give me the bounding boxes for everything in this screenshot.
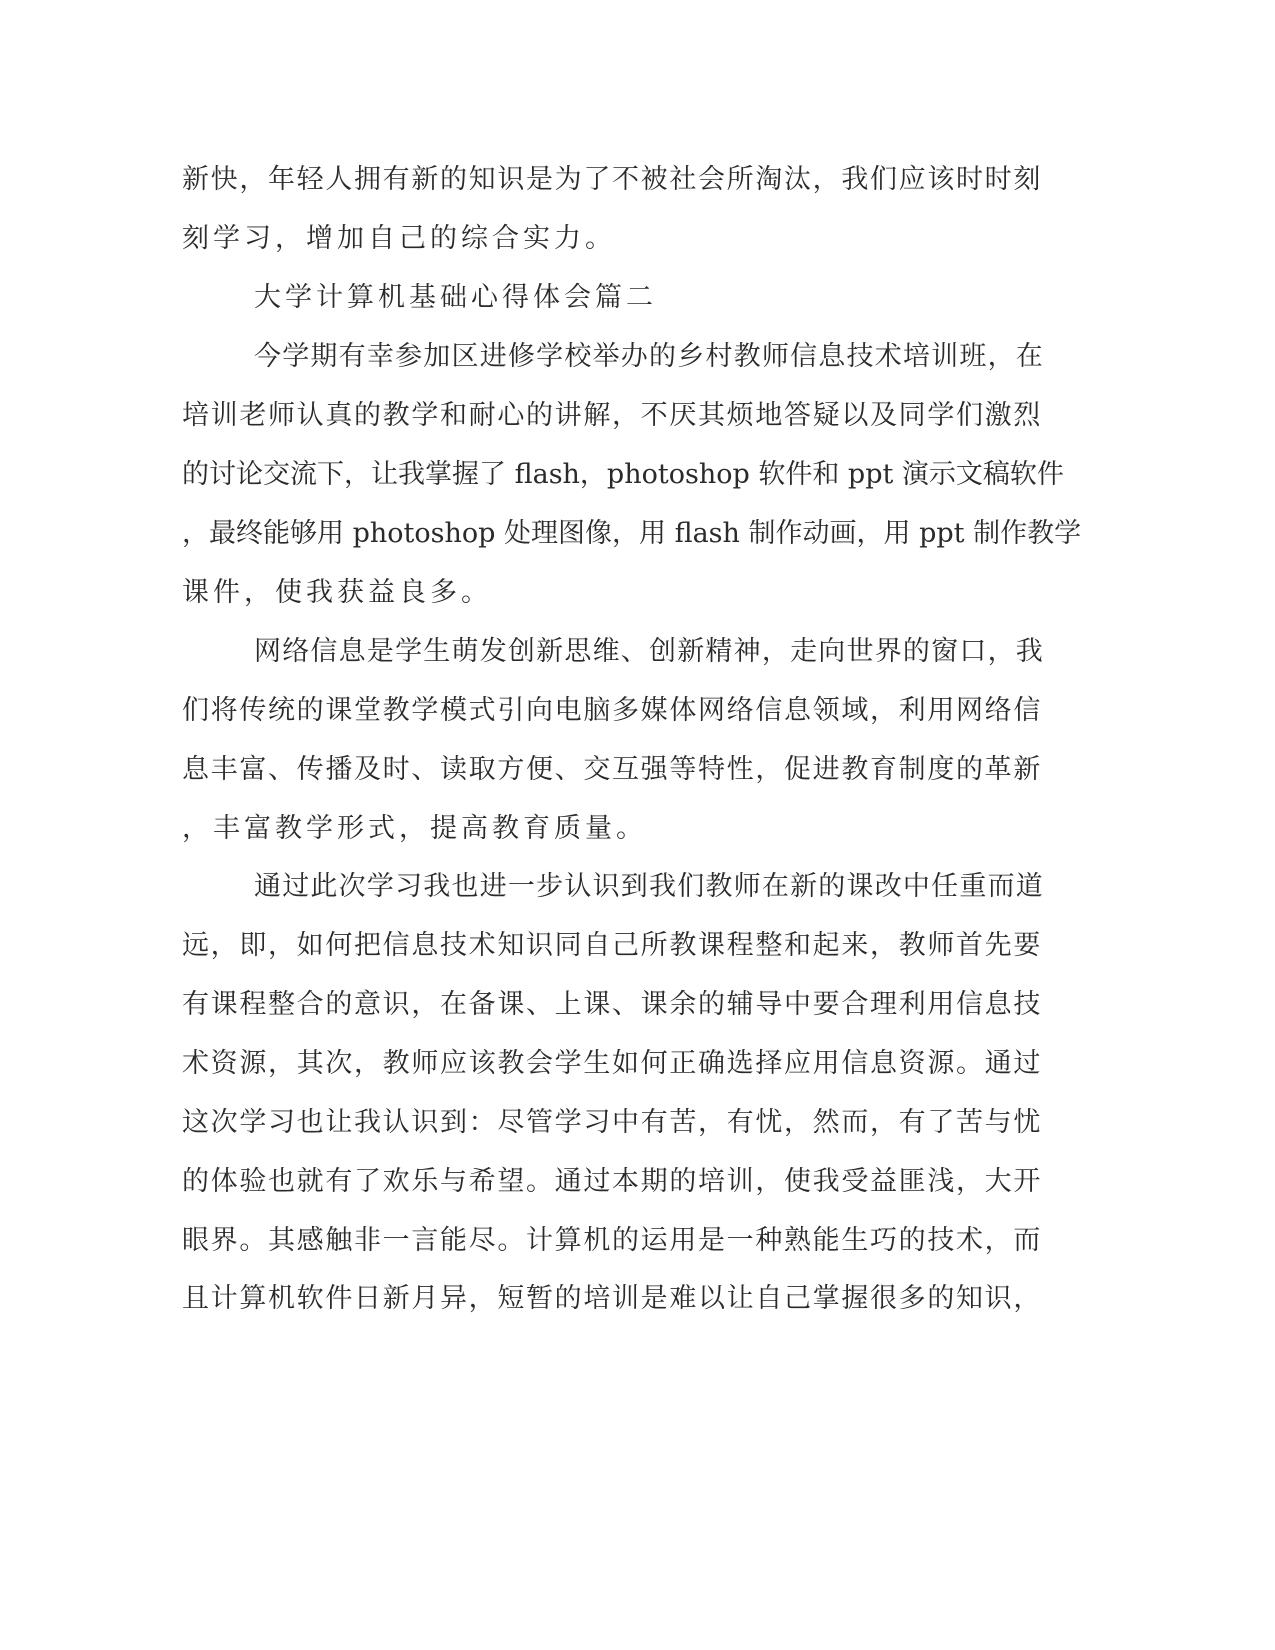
text-line: 网络信息是学生萌发创新思维、创新精神，走向世界的窗口，我 [254,636,1044,667]
text-line: 通过此次学习我也进一步认识到我们教师在新的课改中任重而道 [254,871,1044,902]
text-line: 这次学习也让我认识到：尽管学习中有苦，有忧，然而，有了苦与忧 [182,1107,1042,1138]
text-line: 且计算机软件日新月异，短暂的培训是难以让自己掌握很多的知识， [182,1283,1042,1314]
text-line: 术资源，其次，教师应该教会学生如何正确选择应用信息资源。通过 [182,1048,1042,1079]
text-line: ，最终能够用 photoshop 处理图像，用 flash 制作动画，用 ppt 制作教学 [182,518,1082,549]
section-heading: 大学计算机基础心得体会篇二 [254,282,657,313]
text-line: 的体验也就有了欢乐与希望。通过本期的培训，使我受益匪浅，大开 [182,1166,1042,1197]
text-line: 息丰富、传播及时、读取方便、交互强等特性，促进教育制度的革新 [182,754,1042,785]
text-line: 新快，年轻人拥有新的知识是为了不被社会所淘汰，我们应该时时刻 [182,164,1042,195]
text-line: 培训老师认真的教学和耐心的讲解，不厌其烦地答疑以及同学们激烈 [182,400,1042,431]
text-line: 刻学习，增加自己的综合实力。 [182,223,616,254]
text-line: ，丰富教学形式，提高教育质量。 [182,813,647,844]
text-line: 的讨论交流下，让我掌握了 flash，photoshop 软件和 ppt 演示文稿软件 [182,459,1064,490]
text-line: 有课程整合的意识，在备课、上课、课余的辅导中要合理利用信息技 [182,989,1042,1020]
text-line: 眼界。其感触非一言能尽。计算机的运用是一种熟能生巧的技术，而 [182,1225,1042,1256]
text-line: 们将传统的课堂教学模式引向电脑多媒体网络信息领域，利用网络信 [182,695,1042,726]
text-line: 今学期有幸参加区进修学校举办的乡村教师信息技术培训班，在 [254,341,1044,372]
text-line: 远，即，如何把信息技术知识同自己所教课程整和起来，教师首先要 [182,930,1042,961]
text-line: 课件，使我获益良多。 [182,577,492,608]
